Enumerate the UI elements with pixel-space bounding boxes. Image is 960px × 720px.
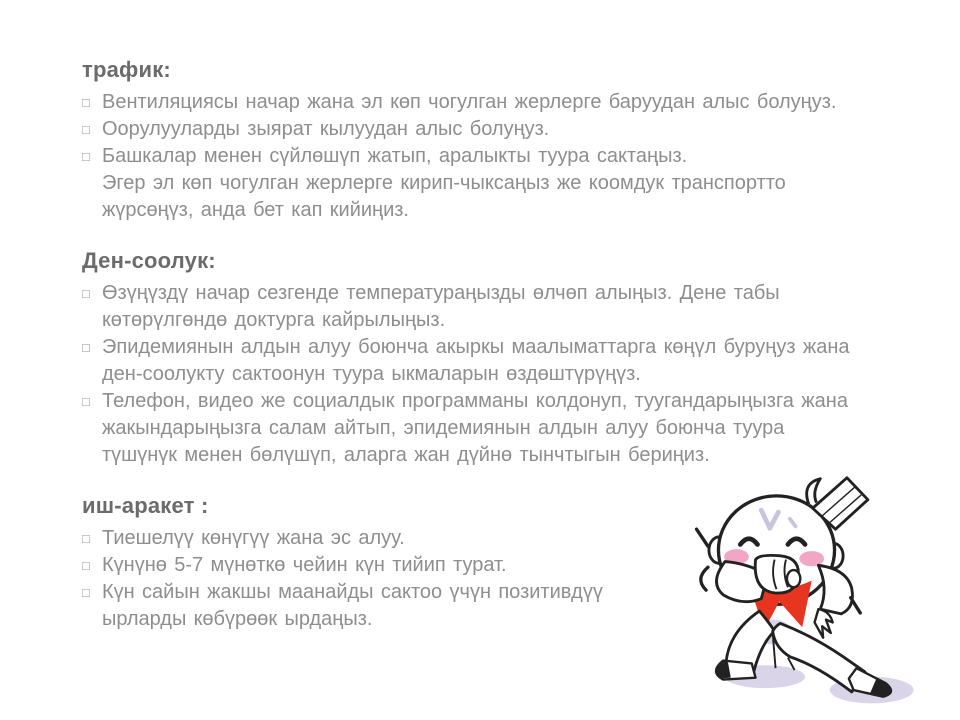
right-cheek xyxy=(799,551,824,566)
list-item xyxy=(82,116,912,143)
list-item xyxy=(82,388,912,469)
list-item-text: көтөрүлгөндө доктурга кайрылыңыз. xyxy=(102,309,446,331)
checkbox-bullet-icon: □ xyxy=(82,149,90,164)
list-item-text: жүрсөңүз, анда бет кап кийиңиз. xyxy=(102,199,409,221)
list-item xyxy=(82,89,912,116)
checkbox-bullet-icon: □ xyxy=(82,531,90,546)
checkbox-bullet-icon: □ xyxy=(82,286,90,301)
list-item-text: ырларды көбүрөөк ырдаңыз. xyxy=(102,608,373,630)
list-item-text: Күнүнө 5-7 мүнөткө чейин күн тийип турат. xyxy=(102,554,507,576)
list-item-text: Оорулууларды зыярат кылуудан алыс болуңуз. xyxy=(102,118,550,140)
list-item-text: Тиешелүү көнүгүү жана эс алуу. xyxy=(102,527,405,549)
checkbox-bullet-icon: □ xyxy=(82,558,90,573)
list-item-text: Күн сайын жакшы маанайды сактоо үчүн позитивдүү xyxy=(102,581,603,603)
list-item-text: Эгер эл көп чогулган жерлерге кирип-чыксаңыз же коомдук транспортто xyxy=(102,172,786,194)
list-item-text: Өзүңүздү начар сезгенде температураңызды өлчөп алыңыз. Дене табы xyxy=(102,282,780,304)
list-item-text: түшүнүк менен бөлүшүп, аларга жан дүйнө тынчтыгын бериңиз. xyxy=(102,444,710,466)
checkbox-bullet-icon: □ xyxy=(82,394,90,409)
list-item xyxy=(82,334,912,388)
list-item xyxy=(82,143,912,224)
checkbox-bullet-icon: □ xyxy=(82,122,90,137)
list-item-text: Эпидемиянын алдын алуу боюнча акыркы маалыматтарга көңүл буруңуз жана xyxy=(102,336,850,358)
section-health xyxy=(82,247,912,469)
checkbox-bullet-icon: □ xyxy=(82,95,90,110)
list-item xyxy=(82,280,912,334)
section-heading: иш-аракет : xyxy=(82,493,209,518)
section-heading: трафик: xyxy=(82,57,171,82)
checkbox-bullet-icon: □ xyxy=(82,340,90,355)
checkbox-bullet-icon: □ xyxy=(82,585,90,600)
section-heading: Ден-соолук: xyxy=(82,248,216,273)
baby-kungfu-illustration xyxy=(668,468,944,716)
list-item-text: жакындарыңызга салам айтып, эпидемиянын алдын алуу боюнча туура xyxy=(102,417,785,439)
list-item-text: Телефон, видео же социалдык программаны колдонуп, туугандарыңызга жана xyxy=(102,390,848,412)
section-traffic xyxy=(82,56,912,224)
list-item-text: ден-соолукту сактоонун туура ыкмаларын өздөштүрүңүз. xyxy=(102,363,641,385)
list-item-text: Вентиляциясы начар жана эл көп чогулган жерлерге баруудан алыс болуңуз. xyxy=(102,91,837,113)
list-item-text: Башкалар менен сүйлөшүп жатып, аралыкты туура сактаңыз. xyxy=(102,145,688,167)
